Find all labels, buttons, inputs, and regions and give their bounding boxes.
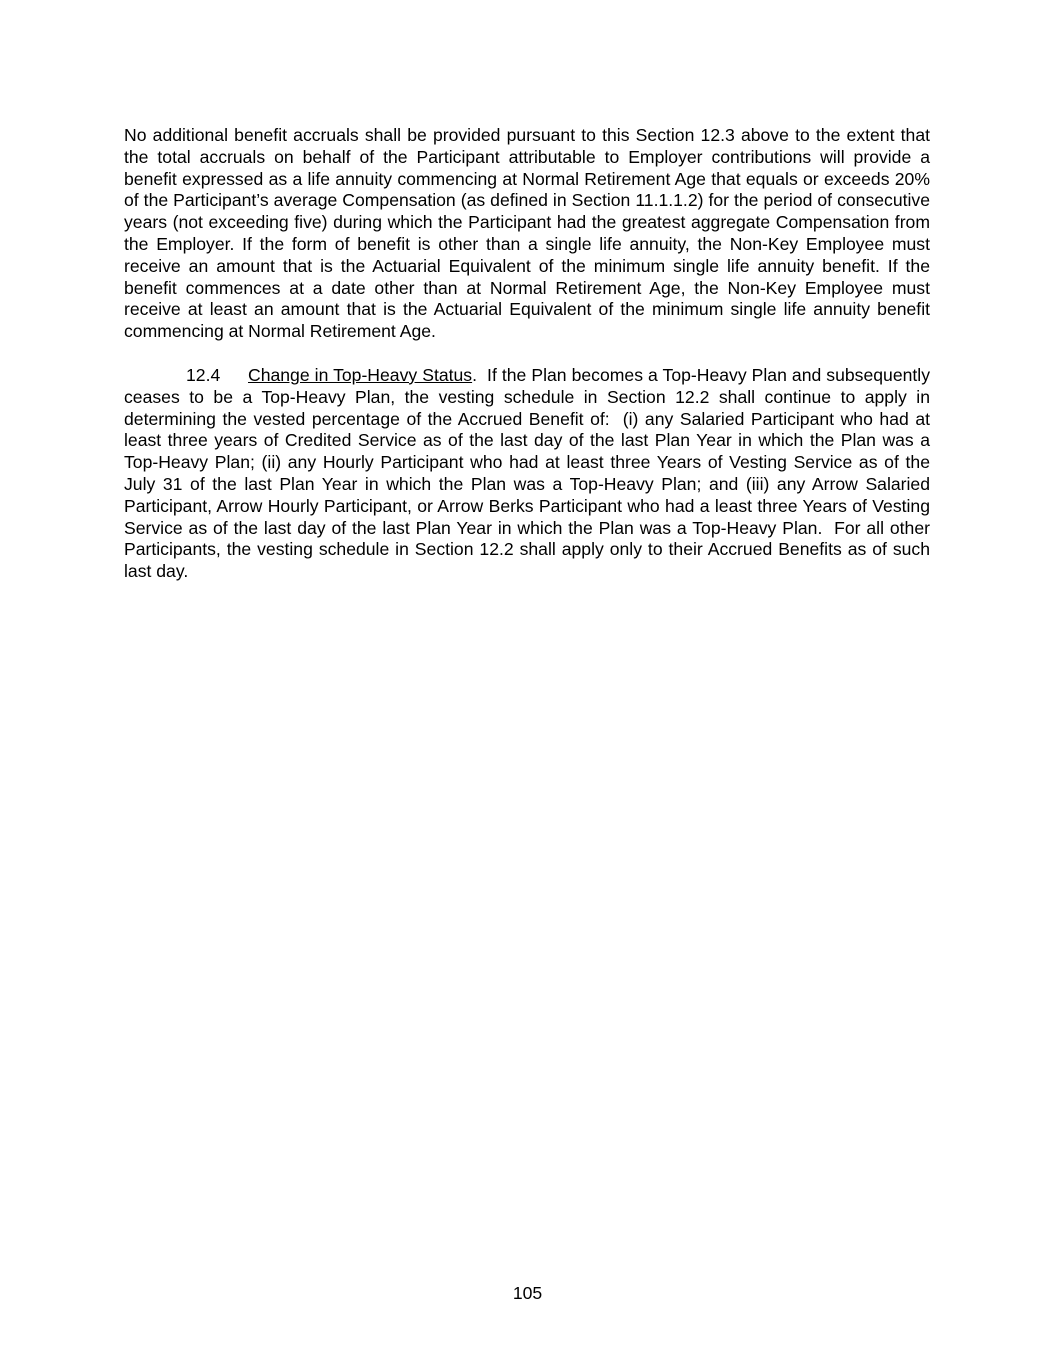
section-title-period: .: [472, 364, 477, 385]
section-12-4-paragraph: [124, 364, 935, 583]
paragraph-minimum-benefit: No additional benefit accruals shall be provided pursuant to this Section 12.3 above to the extent that the total accruals on behalf of the Participant attributable to Employer contributions will provide a benefit expressed as a life annuity commencing at Normal Retirement Age that equals or exceeds 20% of the Participant’s average Compensation (as defined in Section 11.1.1.2) for the period of consecutive years (not exceeding five) during which the Participant had the greatest aggregate Compensation from the Employer. If the form of benefit is other than a single life annuity, the Non-Key Employee must receive an amount that is the Actuarial Equivalent of the minimum single life annuity benefit. If the benefit commences at a date other than at Normal Retirement Age, the Non-Key Employee must receive at least an amount that is the Actuarial Equivalent of the minimum single life annuity benefit commencing at Normal Retirement Age.: [124, 125, 930, 342]
section-title: Change in Top-Heavy Status: [248, 364, 473, 385]
document-body: [124, 125, 935, 583]
section-number: 12.4: [186, 364, 221, 385]
section-body: If the Plan becomes a Top-Heavy Plan and subsequently ceases to be a Top-Heavy Plan, the vesting schedule in Section 12.2 shall continue to apply in determining the vested percentage of the Accrued Benefit of: (i) any Salaried Participant who had at least three years of Credited Service as of the last day of the last Plan Year in which the Plan was a Top-Heavy Plan; (ii) any Hourly Participant who had at least three Years of Vesting Service as of the July 31 of the last Plan Year in which the Plan was a Top-Heavy Plan; and (iii) any Arrow Salaried Participant, Arrow Hourly Participant, or Arrow Berks Participant who had a least three Years of Vesting Service as of the last day of the last Plan Year in which the Plan was a Top-Heavy Plan. For all other Participants, the vesting schedule in Section 12.2 shall apply only to their Accrued Benefits as of such last day.: [124, 364, 935, 582]
page-number: 105: [512, 1283, 543, 1303]
